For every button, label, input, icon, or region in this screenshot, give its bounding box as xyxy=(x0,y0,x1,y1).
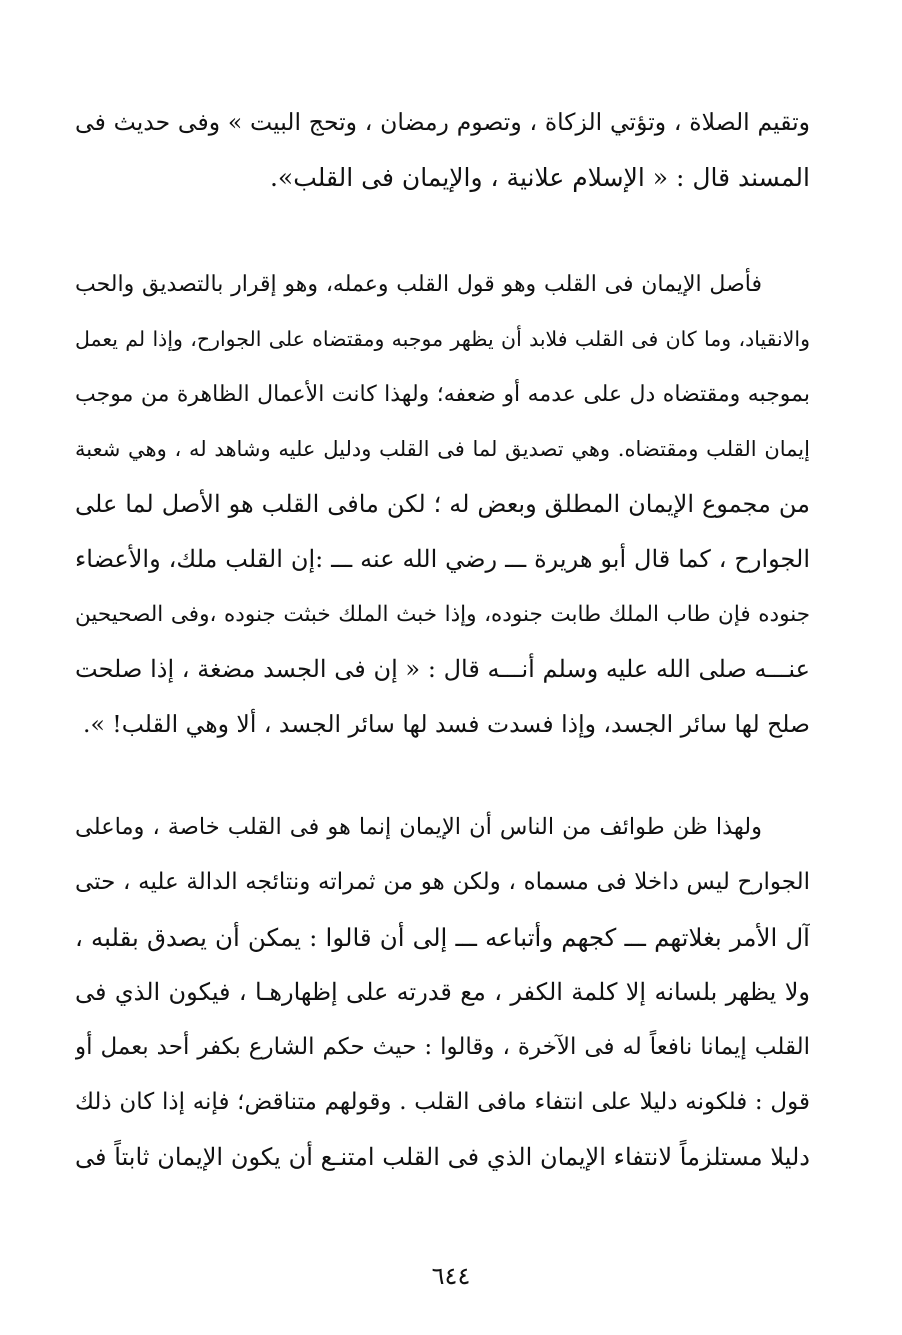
paragraph-1 xyxy=(75,95,810,205)
text-line: إيمان القلب ومقتضاه. وهي تصديق لما فى القلب ودليل عليه وشاهد له ، وهي شعبة xyxy=(75,437,810,461)
page-text xyxy=(75,95,810,1185)
text-line: ولهذا ظن طوائف من الناس أن الإيمان إنما هو فى القلب خاصة ، وماعلى xyxy=(75,814,762,840)
text-line: وتقيم الصلاة ، وتؤتي الزكاة ، وتصوم رمضان ، وتحج البيت » وفى حديث فى xyxy=(75,108,810,136)
text-line: والانقياد، وما كان فى القلب فلابد أن يظهر موجبه ومقتضاه على الجوارح، وإذا لم يعمل xyxy=(75,327,810,351)
text-line: من مجموع الإيمان المطلق وبعض له ؛ لكن مافى القلب هو الأصل لما على xyxy=(75,490,810,518)
text-line: فأصل الإيمان فى القلب وهو قول القلب وعمله، وهو إقرار بالتصديق والحب xyxy=(75,272,762,297)
text-line: المسند قال : « الإسلام علانية ، والإيمان فى القلب». xyxy=(269,163,810,192)
text-line: جنوده فإن طاب الملك طابت جنوده، وإذا خبث الملك خبثت جنوده ،وفى الصحيحين xyxy=(75,602,810,627)
text-line: بموجبه ومقتضاه دل على عدمه أو ضعفه؛ ولهذا كانت الأعمال الظاهرة من موجب xyxy=(75,382,810,407)
text-line: الجوارح ليس داخلا فى مسماه ، ولكن هو من ثمراته ونتائجه الدالة عليه ، حتى xyxy=(75,869,810,895)
text-line: دليلا مستلزماً لانتفاء الإيمان الذي فى القلب امتنـع أن يكون الإيمان ثابتاً فى xyxy=(75,1143,810,1171)
text-line: القلب إيمانا نافعاً له فى الآخرة ، وقالوا : حيث حكم الشارع بكفر أحد بعمل أو xyxy=(75,1034,810,1060)
text-line: ولا يظهر بلسانه إلا كلمة الكفر ، مع قدرته على إظهارهـا ، فيكون الذي فى xyxy=(75,978,810,1006)
paragraph-2 xyxy=(75,257,810,752)
text-line: عنـــه صلى الله عليه وسلم أنـــه قال : « إن فى الجسد مضغة ، إذا صلحت xyxy=(75,655,810,683)
text-line: آل الأمر بغلاتهم ـــ كجهم وأتباعه ـــ إلى أن قالوا : يمكن أن يصدق بقلبه ، xyxy=(75,923,810,952)
paragraph-gap xyxy=(75,752,810,800)
text-line: قول : فلكونه دليلا على انتفاء مافى القلب . وقولهم متناقض؛ فإنه إذا كان ذلك xyxy=(75,1089,810,1115)
page-number: ٦٤٤ xyxy=(431,1262,471,1290)
paragraph-3 xyxy=(75,800,810,1185)
paragraph-gap xyxy=(75,205,810,257)
text-line: الجوارح ، كما قال أبو هريرة ـــ رضي الله عنه ـــ :إن القلب ملك، والأعضاء xyxy=(75,545,810,573)
text-line: صلح لها سائر الجسد، وإذا فسدت فسد لها سائر الجسد ، ألا وهي القلب! ». xyxy=(82,710,810,738)
